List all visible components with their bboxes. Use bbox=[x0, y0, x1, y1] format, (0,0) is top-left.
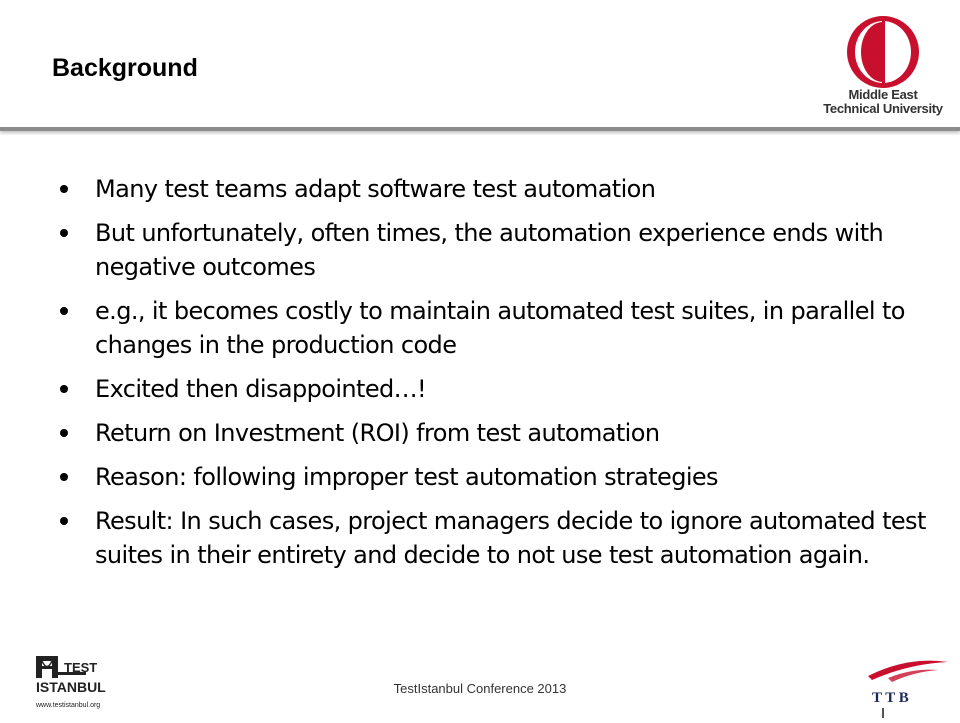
bullet-item: Excited then disappointed…! bbox=[60, 372, 930, 406]
slide-title: Background bbox=[52, 54, 198, 82]
ttb-swoosh-icon bbox=[858, 658, 953, 718]
bullet-list bbox=[60, 172, 930, 582]
bullet-dot-icon bbox=[60, 473, 68, 481]
title-divider bbox=[0, 127, 960, 131]
slide-footer: TestIstanbul Conference 2013 bbox=[393, 681, 567, 696]
bullet-dot-icon bbox=[60, 229, 68, 237]
ttb-logo bbox=[858, 658, 953, 718]
test-word: TEST bbox=[64, 660, 98, 675]
ttb-text: T T B bbox=[872, 690, 909, 706]
bullet-dot-icon bbox=[60, 429, 68, 437]
bullet-item: Result: In such cases, project managers decide to ignore automated test suites in their entirety and decide to not use test automation again. bbox=[60, 504, 930, 572]
testistanbul-url: www.testistanbul.org bbox=[36, 702, 101, 709]
bullet-dot-icon bbox=[60, 517, 68, 525]
metu-logo bbox=[818, 14, 948, 118]
bullet-item: e.g., it becomes costly to maintain automated test suites, in parallel to changes in the production code bbox=[60, 294, 930, 362]
metu-line2: Technical University bbox=[823, 101, 943, 116]
istanbul-word: ISTANBUL bbox=[36, 679, 106, 695]
metu-emblem-icon bbox=[818, 14, 948, 90]
bullet-dot-icon bbox=[60, 185, 68, 193]
bullet-item: But unfortunately, often times, the automation experience ends with negative outcomes bbox=[60, 216, 930, 284]
bullet-dot-icon bbox=[60, 307, 68, 315]
bullet-item: Return on Investment (ROI) from test automation bbox=[60, 416, 930, 450]
bullet-item: Many test teams adapt software test automation bbox=[60, 172, 930, 206]
bullet-item: Reason: following improper test automation strategies bbox=[60, 460, 930, 494]
metu-line1: Middle East bbox=[848, 87, 918, 102]
bullet-dot-icon bbox=[60, 385, 68, 393]
